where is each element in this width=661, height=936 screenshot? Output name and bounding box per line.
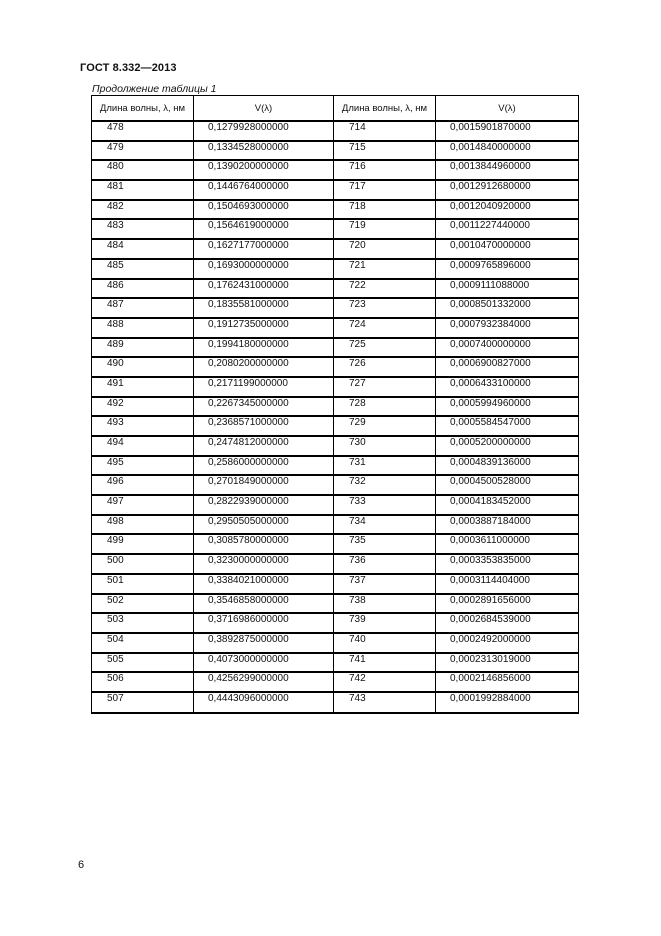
cell-wavelength-right: 741 [334,653,436,673]
cell-value-left: 0,2586000000000 [194,456,334,476]
cell-wavelength-right: 726 [334,357,436,377]
cell-wavelength-left: 495 [92,456,194,476]
cell-wavelength-right: 730 [334,436,436,456]
table-row [92,633,579,653]
column-header-wavelength-right: Длина волны, λ, нм [334,96,436,122]
cell-wavelength-left: 498 [92,515,194,535]
cell-wavelength-right: 722 [334,279,436,299]
table-caption: Продолжение таблицы 1 [92,83,217,95]
cell-value-left: 0,3085780000000 [194,534,334,554]
cell-value-left: 0,1446764000000 [194,180,334,200]
table-row [92,416,579,436]
cell-value-right: 0,0002891656000 [436,594,579,614]
table-row [92,594,579,614]
table-row [92,534,579,554]
cell-wavelength-right: 717 [334,180,436,200]
table-row [92,200,579,220]
cell-value-right: 0,0007400000000 [436,338,579,358]
cell-wavelength-left: 501 [92,574,194,594]
cell-value-right: 0,0002313019000 [436,653,579,673]
cell-wavelength-right: 721 [334,259,436,279]
cell-wavelength-left: 492 [92,397,194,417]
column-header-wavelength-left: Длина волны, λ, нм [92,96,194,122]
cell-value-right: 0,0006900827000 [436,357,579,377]
cell-wavelength-left: 503 [92,613,194,633]
cell-wavelength-left: 484 [92,239,194,259]
table-row [92,121,579,141]
table-row [92,692,579,713]
cell-value-right: 0,0010470000000 [436,239,579,259]
cell-value-left: 0,3716986000000 [194,613,334,633]
cell-value-left: 0,1835581000000 [194,298,334,318]
cell-value-left: 0,4073000000000 [194,653,334,673]
cell-wavelength-left: 483 [92,219,194,239]
table-row [92,239,579,259]
cell-value-right: 0,0004500528000 [436,475,579,495]
cell-value-left: 0,1504693000000 [194,200,334,220]
cell-value-right: 0,0007932384000 [436,318,579,338]
table-row [92,397,579,417]
cell-wavelength-right: 720 [334,239,436,259]
cell-value-right: 0,0008501332000 [436,298,579,318]
table-row [92,436,579,456]
cell-wavelength-left: 490 [92,357,194,377]
cell-wavelength-left: 481 [92,180,194,200]
cell-wavelength-right: 728 [334,397,436,417]
cell-wavelength-left: 491 [92,377,194,397]
cell-wavelength-right: 740 [334,633,436,653]
cell-value-left: 0,4256299000000 [194,672,334,692]
cell-wavelength-right: 742 [334,672,436,692]
table-row [92,180,579,200]
cell-wavelength-left: 487 [92,298,194,318]
cell-value-left: 0,2267345000000 [194,397,334,417]
cell-wavelength-left: 496 [92,475,194,495]
table-row [92,515,579,535]
cell-value-left: 0,1564619000000 [194,219,334,239]
cell-value-right: 0,0012040920000 [436,200,579,220]
cell-value-left: 0,3384021000000 [194,574,334,594]
cell-wavelength-right: 743 [334,692,436,713]
cell-value-left: 0,4443096000000 [194,692,334,713]
cell-wavelength-right: 731 [334,456,436,476]
table-row [92,672,579,692]
cell-value-right: 0,0005200000000 [436,436,579,456]
page-number: 6 [78,859,85,871]
cell-value-left: 0,1279928000000 [194,121,334,141]
cell-wavelength-left: 486 [92,279,194,299]
table-row [92,318,579,338]
cell-wavelength-right: 723 [334,298,436,318]
table-row [92,574,579,594]
cell-value-left: 0,1912735000000 [194,318,334,338]
cell-wavelength-right: 718 [334,200,436,220]
table-body [92,121,579,713]
cell-wavelength-right: 714 [334,121,436,141]
cell-value-right: 0,0005584547000 [436,416,579,436]
cell-value-right: 0,0001992884000 [436,692,579,713]
cell-value-left: 0,1390200000000 [194,160,334,180]
cell-wavelength-right: 715 [334,141,436,161]
cell-value-right: 0,0003611000000 [436,534,579,554]
cell-value-right: 0,0009765896000 [436,259,579,279]
table-row [92,160,579,180]
cell-value-right: 0,0004839136000 [436,456,579,476]
table-row [92,259,579,279]
cell-value-left: 0,1762431000000 [194,279,334,299]
column-header-value-right: V(λ) [436,96,579,122]
table-row [92,141,579,161]
table-header-row [92,96,579,122]
cell-wavelength-right: 734 [334,515,436,535]
table-row [92,554,579,574]
table-row [92,456,579,476]
table-row [92,298,579,318]
cell-wavelength-left: 489 [92,338,194,358]
cell-wavelength-left: 480 [92,160,194,180]
cell-value-right: 0,0003353835000 [436,554,579,574]
cell-value-left: 0,3230000000000 [194,554,334,574]
cell-wavelength-right: 733 [334,495,436,515]
cell-value-left: 0,2474812000000 [194,436,334,456]
cell-wavelength-right: 736 [334,554,436,574]
cell-wavelength-left: 502 [92,594,194,614]
cell-value-right: 0,0013844960000 [436,160,579,180]
cell-wavelength-right: 737 [334,574,436,594]
cell-value-right: 0,0012912680000 [436,180,579,200]
cell-wavelength-right: 739 [334,613,436,633]
cell-wavelength-left: 507 [92,692,194,713]
cell-value-right: 0,0011227440000 [436,219,579,239]
cell-wavelength-right: 719 [334,219,436,239]
cell-wavelength-left: 488 [92,318,194,338]
column-header-value-left: V(λ) [194,96,334,122]
cell-value-right: 0,0002684539000 [436,613,579,633]
cell-wavelength-right: 735 [334,534,436,554]
cell-wavelength-left: 506 [92,672,194,692]
luminosity-table [91,95,579,714]
cell-wavelength-left: 493 [92,416,194,436]
table-row [92,495,579,515]
cell-wavelength-left: 499 [92,534,194,554]
table-row [92,338,579,358]
cell-value-left: 0,2080200000000 [194,357,334,377]
cell-wavelength-left: 485 [92,259,194,279]
cell-value-right: 0,0004183452000 [436,495,579,515]
table-row [92,279,579,299]
cell-value-right: 0,0006433100000 [436,377,579,397]
cell-value-right: 0,0002492000000 [436,633,579,653]
table-row [92,219,579,239]
cell-wavelength-right: 724 [334,318,436,338]
cell-value-left: 0,1994180000000 [194,338,334,358]
document-header: ГОСТ 8.332—2013 [80,62,177,74]
cell-wavelength-left: 500 [92,554,194,574]
table-row [92,475,579,495]
cell-wavelength-left: 479 [92,141,194,161]
cell-wavelength-left: 482 [92,200,194,220]
cell-value-left: 0,2701849000000 [194,475,334,495]
cell-value-left: 0,2368571000000 [194,416,334,436]
cell-value-left: 0,3546858000000 [194,594,334,614]
table-row [92,613,579,633]
cell-value-right: 0,0003114404000 [436,574,579,594]
cell-wavelength-left: 478 [92,121,194,141]
cell-wavelength-left: 505 [92,653,194,673]
cell-value-left: 0,2822939000000 [194,495,334,515]
cell-wavelength-left: 497 [92,495,194,515]
cell-value-right: 0,0014840000000 [436,141,579,161]
table-row [92,357,579,377]
cell-wavelength-left: 494 [92,436,194,456]
cell-wavelength-right: 729 [334,416,436,436]
cell-wavelength-right: 725 [334,338,436,358]
cell-value-left: 0,1693000000000 [194,259,334,279]
table-row [92,377,579,397]
table-row [92,653,579,673]
cell-wavelength-right: 732 [334,475,436,495]
cell-value-left: 0,1334528000000 [194,141,334,161]
cell-wavelength-right: 738 [334,594,436,614]
cell-value-right: 0,0015901870000 [436,121,579,141]
cell-wavelength-right: 716 [334,160,436,180]
cell-value-left: 0,1627177000000 [194,239,334,259]
cell-value-right: 0,0009111088000 [436,279,579,299]
cell-value-right: 0,0005994960000 [436,397,579,417]
cell-value-left: 0,2171199000000 [194,377,334,397]
cell-value-left: 0,3892875000000 [194,633,334,653]
cell-value-right: 0,0002146856000 [436,672,579,692]
cell-value-right: 0,0003887184000 [436,515,579,535]
cell-wavelength-right: 727 [334,377,436,397]
cell-value-left: 0,2950505000000 [194,515,334,535]
cell-wavelength-left: 504 [92,633,194,653]
